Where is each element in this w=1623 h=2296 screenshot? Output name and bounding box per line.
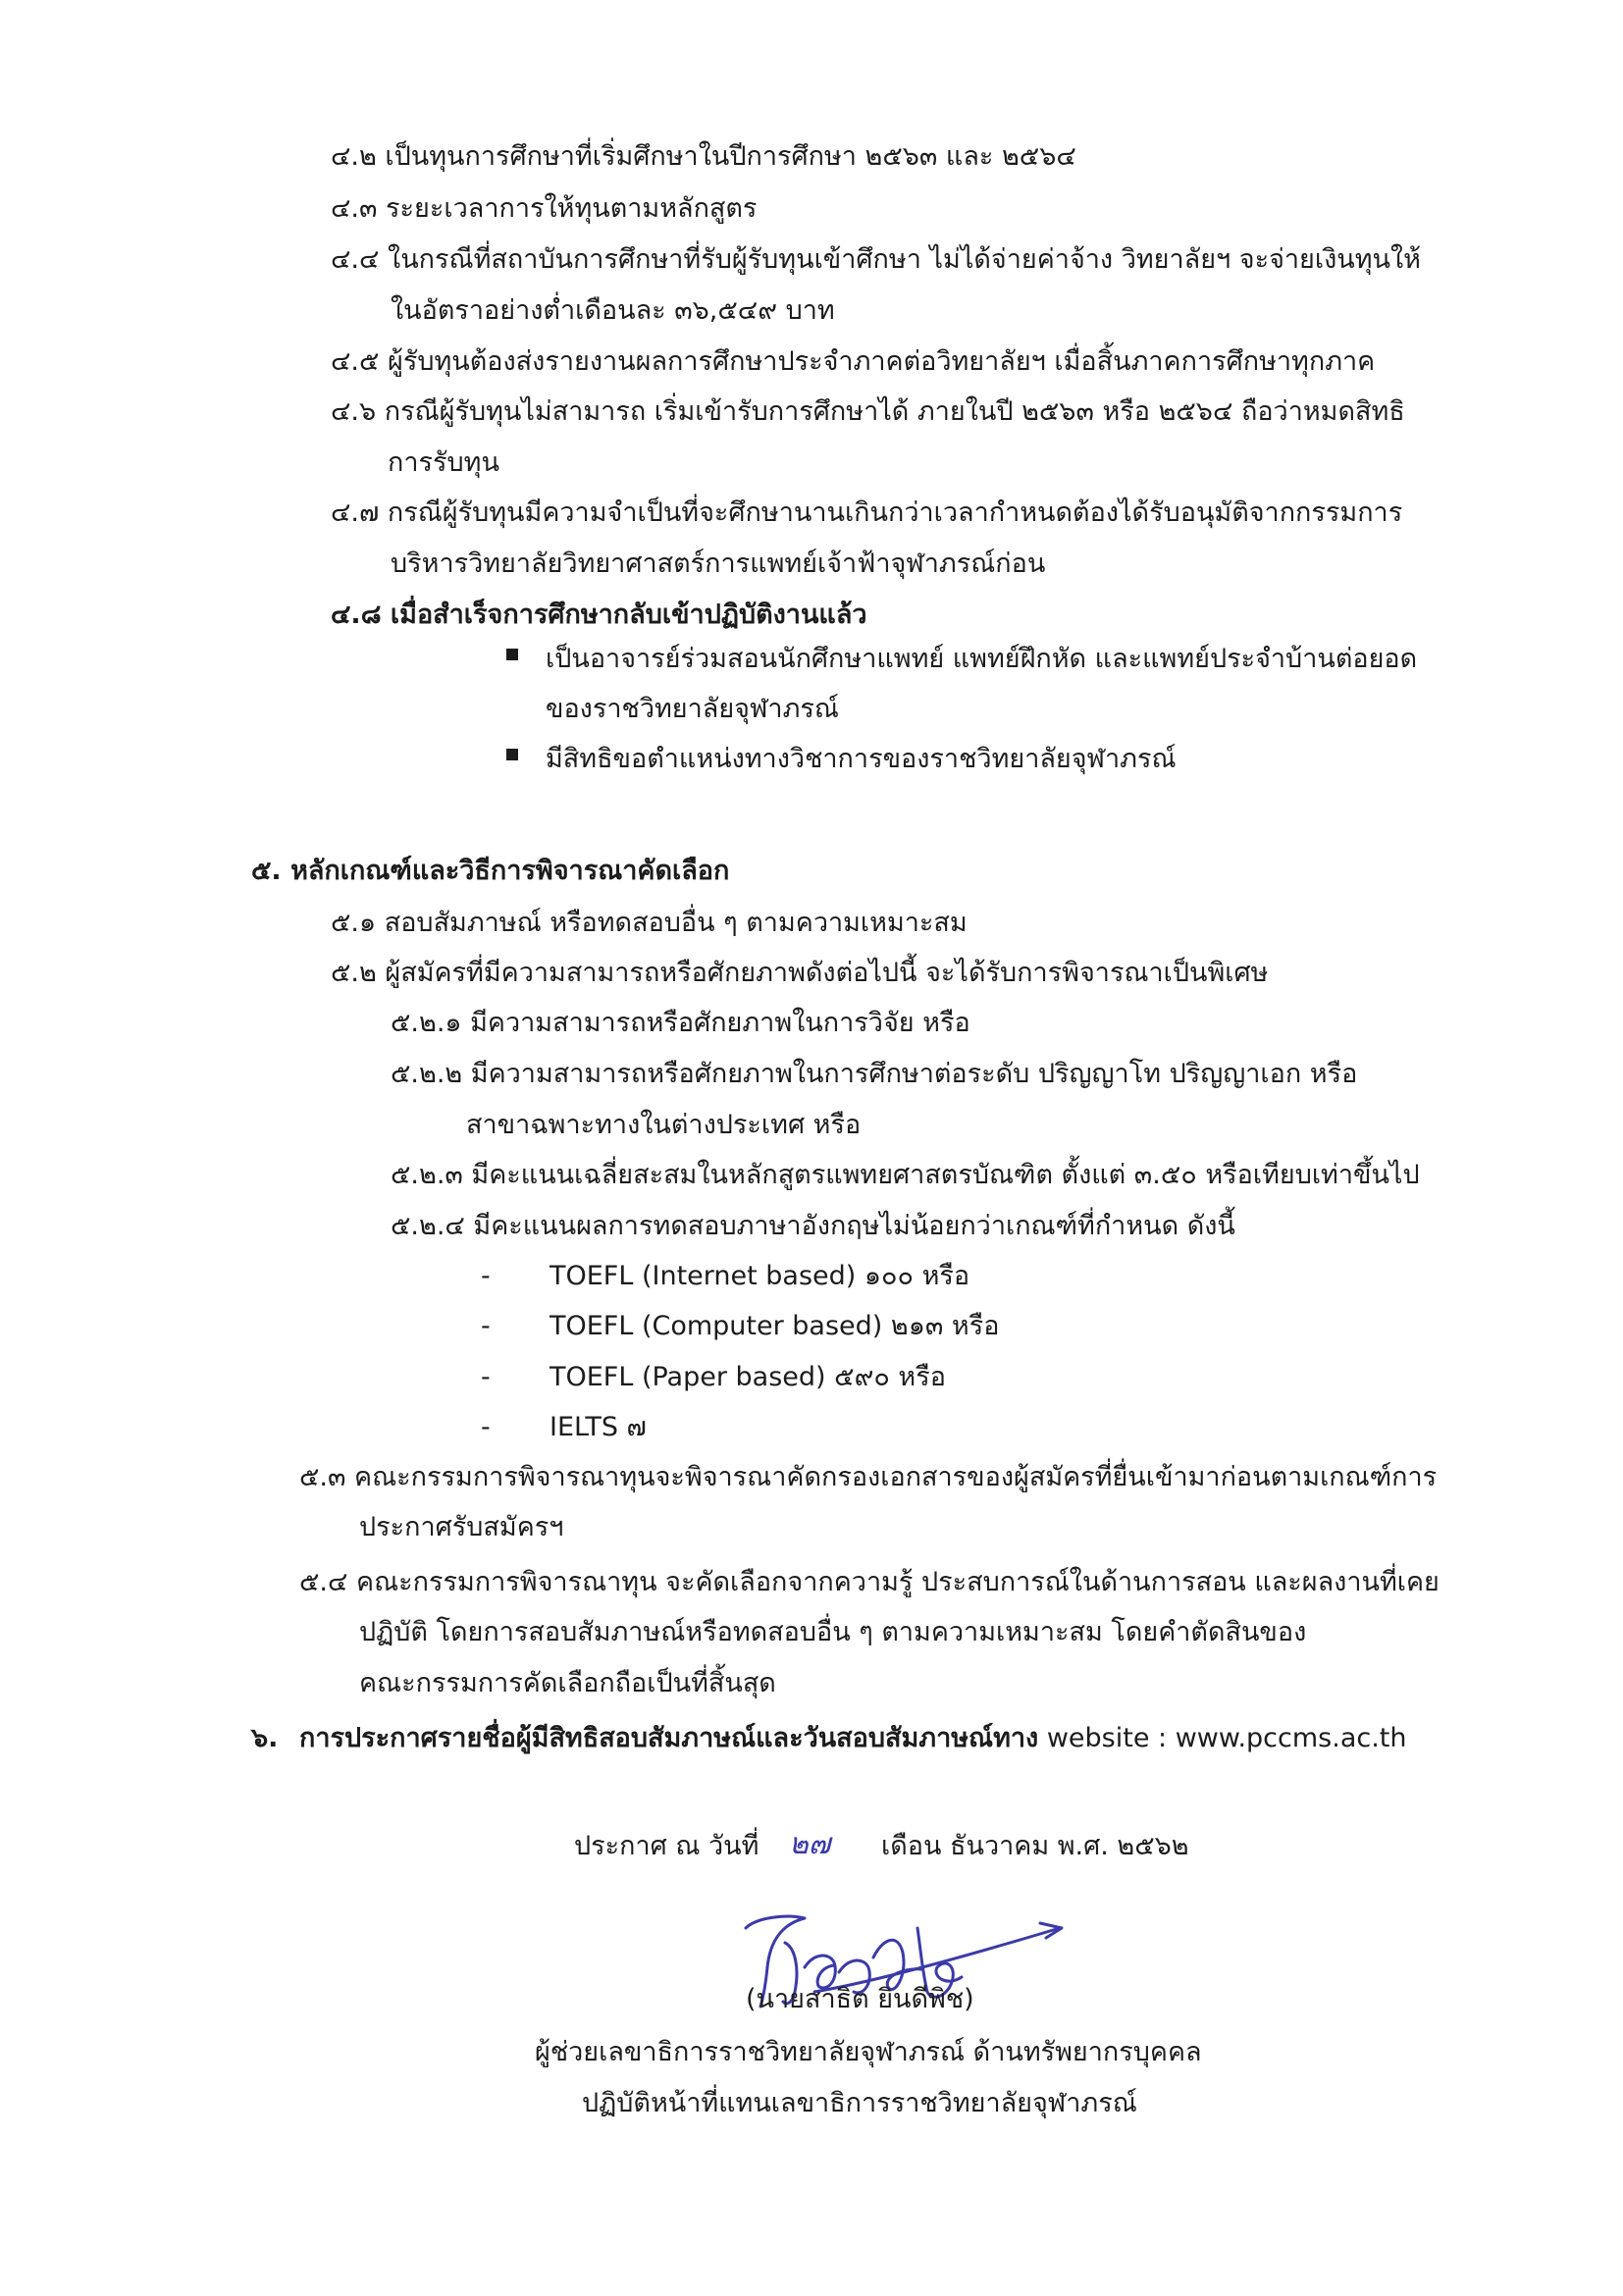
bullet-square-icon bbox=[506, 749, 518, 760]
item-4-7: ๔.๗ กรณีผู้รับทุนมีความจำเป็นที่จะศึกษานานเกินกว่าเวลากำหนดต้องได้รับอนุมัติจากกรรมการ bbox=[331, 497, 1403, 528]
signer-title-1: ผู้ช่วยเลขาธิการราชวิทยาลัยจุฬาภรณ์ ด้านทรัพยากรบุคคล bbox=[535, 2037, 1202, 2067]
list-dash: - bbox=[481, 1412, 491, 1442]
bullet-square-icon bbox=[506, 649, 518, 660]
item-5-3: ๕.๓ คณะกรรมการพิจารณาทุนจะพิจารณาคัดกรองเอกสารของผู้สมัครที่ยื่นเข้ามาก่อนตามเกณฑ์การ bbox=[299, 1462, 1438, 1492]
test-ielts: IELTS ๗ bbox=[550, 1412, 647, 1442]
announce-suffix: เดือน ธันวาคม พ.ศ. ๒๕๖๒ bbox=[881, 1831, 1189, 1861]
item-5-1: ๕.๑ สอบสัมภาษณ์ หรือทดสอบอื่น ๆ ตามความเหมาะสม bbox=[331, 908, 968, 938]
bullet-item-1: เป็นอาจารย์ร่วมสอนนักศึกษาแพทย์ แพทย์ฝึกหัด และแพทย์ประจำบ้านต่อยอด bbox=[546, 644, 1418, 674]
section-5-heading: ๕. หลักเกณฑ์และวิธีการพิจารณาคัดเลือก bbox=[251, 856, 730, 886]
item-5-4-cont1: ปฏิบัติ โดยการสอบสัมภาษณ์หรือทดสอบอื่น ๆ ตามความเหมาะสม โดยคำตัดสินของ bbox=[359, 1617, 1307, 1647]
item-5-2: ๕.๒ ผู้สมัครที่มีความสามารถหรือศักยภาพดังต่อไปนี้ จะได้รับการพิจารณาเป็นพิเศษ bbox=[331, 958, 1269, 988]
test-toefl-paper: TOEFL (Paper based) ๕๙๐ หรือ bbox=[550, 1362, 946, 1392]
item-5-2-2: ๕.๒.๒ มีความสามารถหรือศักยภาพในการศึกษาต่อระดับ ปริญญาโท ปริญญาเอก หรือ bbox=[391, 1059, 1358, 1089]
item-5-2-2-cont: สาขาฉพาะทางในต่างประเทศ หรือ bbox=[466, 1110, 862, 1140]
item-5-4-cont2: คณะกรรมการคัดเลือกถือเป็นที่สิ้นสุด bbox=[359, 1668, 776, 1698]
item-5-4: ๕.๔ คณะกรรมการพิจารณาทุน จะคัดเลือกจากความรู้ ประสบการณ์ในด้านการสอน และผลงานที่เคย bbox=[299, 1567, 1440, 1597]
item-5-2-4: ๕.๒.๔ มีคะแนนผลการทดสอบภาษาอังกฤษไม่น้อยกว่าเกณฑ์ที่กำหนด ดังนี้ bbox=[391, 1211, 1235, 1241]
announce-prefix: ประกาศ ณ วันที่ bbox=[574, 1831, 759, 1861]
item-4-4-cont: ในอัตราอย่างต่ำเดือนละ ๓๖,๕๔๙ บาท bbox=[391, 295, 835, 326]
item-4-5: ๔.๕ ผู้รับทุนต้องส่งรายงานผลการศึกษาประจำภาคต่อวิทยาลัยฯ เมื่อสิ้นภาคการศึกษาทุกภาค bbox=[331, 346, 1376, 377]
list-dash: - bbox=[481, 1261, 491, 1291]
website-url: website : www.pccms.ac.th bbox=[1038, 1723, 1407, 1753]
bullet-item-2: มีสิทธิขอตำแหน่งทางวิชาการของราชวิทยาลัยจุฬาภรณ์ bbox=[546, 744, 1177, 774]
item-4-7-cont: บริหารวิทยาลัยวิทยาศาสตร์การแพทย์เจ้าฟ้าจุฬาภรณ์ก่อน bbox=[391, 548, 1046, 579]
signer-title-2: ปฏิบัติหน้าที่แทนเลขาธิการราชวิทยาลัยจุฬาภรณ์ bbox=[582, 2088, 1137, 2118]
item-5-3-cont: ประกาศรับสมัครฯ bbox=[359, 1512, 564, 1542]
item-4-8-heading: ๔.๘ เมื่อสำเร็จการศึกษากลับเข้าปฏิบัติงานแล้ว bbox=[331, 600, 867, 630]
item-5-2-3: ๕.๒.๓ มีคะแนนเฉลี่ยสะสมในหลักสูตรแพทยศาสตรบัณฑิต ตั้งแต่ ๓.๕๐ หรือเทียบเท่าขึ้นไป bbox=[391, 1160, 1420, 1190]
test-toefl-computer: TOEFL (Computer based) ๒๑๓ หรือ bbox=[550, 1311, 1000, 1341]
item-4-6-cont: การรับทุน bbox=[388, 447, 499, 478]
bullet-item-1-cont: ของราชวิทยาลัยจุฬาภรณ์ bbox=[546, 694, 839, 724]
item-4-4: ๔.๔ ในกรณีที่สถาบันการศึกษาที่รับผู้รับทุนเข้าศึกษา ไม่ได้จ่ายค่าจ้าง วิทยาลัยฯ จะจ่ายเงินทุนให้ bbox=[331, 244, 1421, 275]
signer-name: (นายสาธิต ยินดีพิช) bbox=[746, 1984, 974, 2014]
item-4-2: ๔.๒ เป็นทุนการศึกษาที่เริ่มศึกษาในปีการศึกษา ๒๕๖๓ และ ๒๕๖๔ bbox=[331, 141, 1076, 172]
item-4-3: ๔.๓ ระยะเวลาการให้ทุนตามหลักสูตร bbox=[331, 193, 758, 224]
test-toefl-internet: TOEFL (Internet based) ๑๐๐ หรือ bbox=[550, 1261, 970, 1291]
section-6-bold: การประกาศรายชื่อผู้มีสิทธิสอบสัมภาษณ์และวันสอบสัมภาษณ์ทาง bbox=[299, 1723, 1039, 1753]
list-dash: - bbox=[481, 1311, 491, 1341]
list-dash: - bbox=[481, 1362, 491, 1392]
item-4-6: ๔.๖ กรณีผู้รับทุนไม่สามารถ เริ่มเข้ารับการศึกษาได้ ภายในปี ๒๕๖๓ หรือ ๒๕๖๔ ถือว่าหมดสิทธิ bbox=[331, 396, 1405, 427]
item-5-2-1: ๕.๒.๑ มีความสามารถหรือศักยภาพในการวิจัย หรือ bbox=[391, 1008, 970, 1038]
section-6-text bbox=[299, 1719, 1407, 1758]
section-6-number: ๖. bbox=[251, 1723, 279, 1753]
announce-day-handwritten: ๒๗ bbox=[789, 1827, 831, 1861]
